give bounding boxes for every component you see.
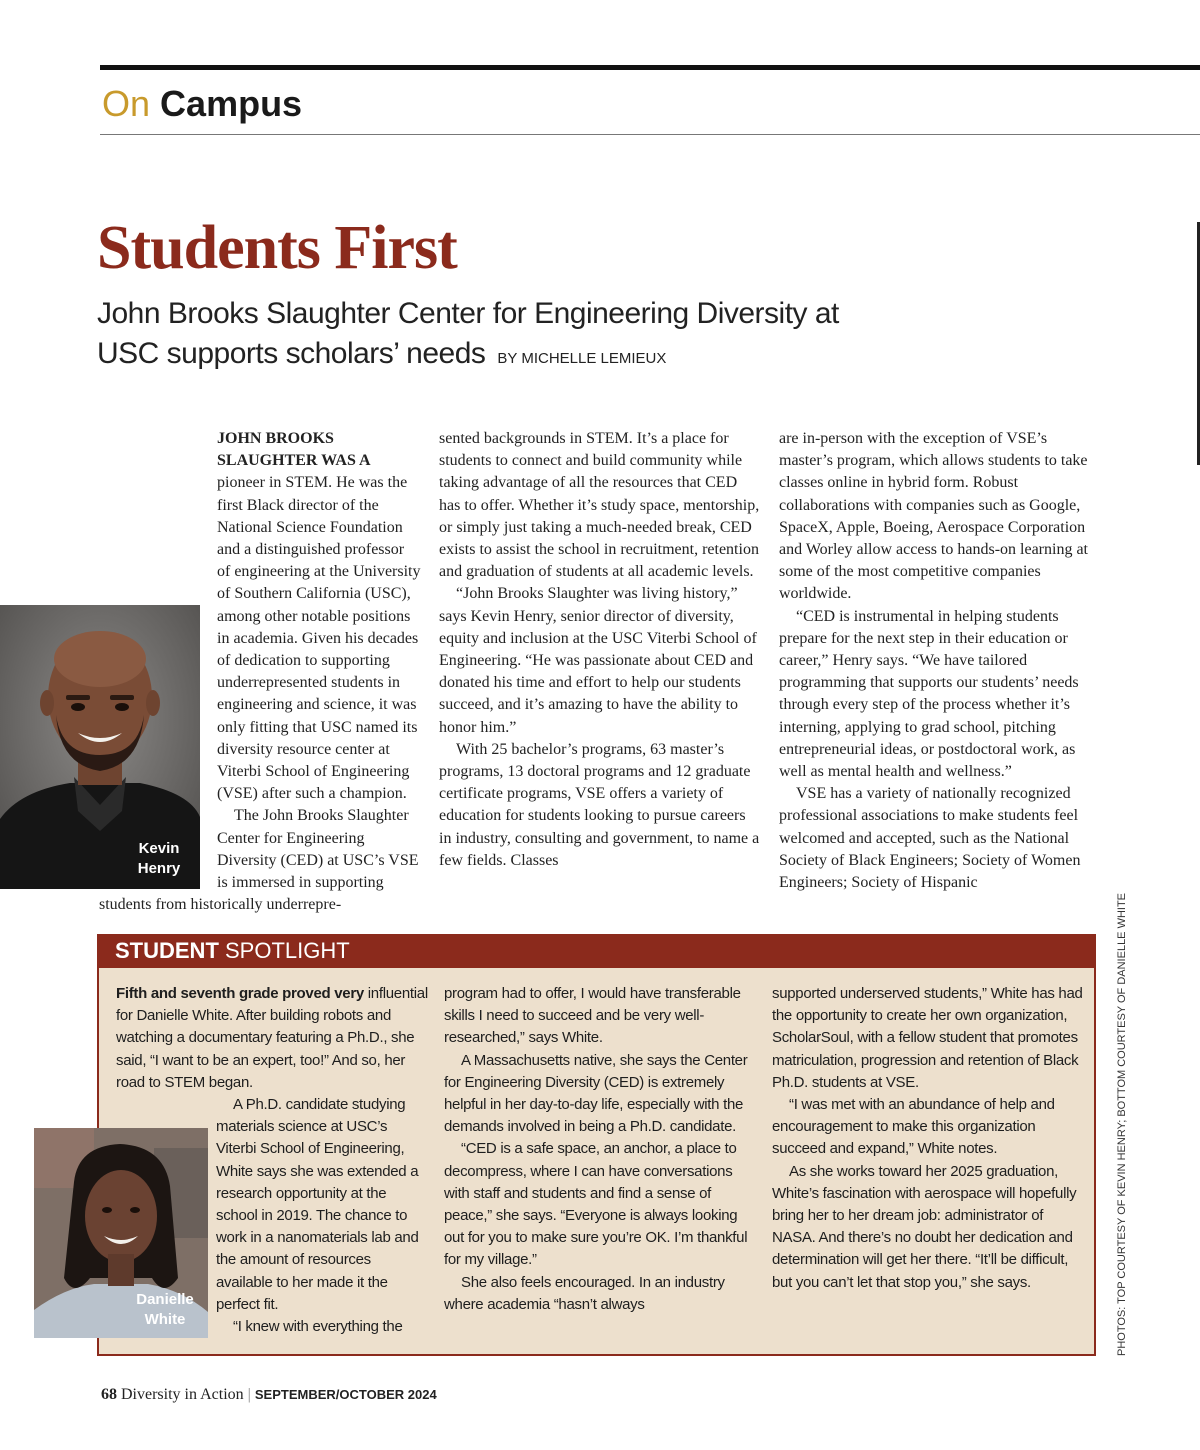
article-column-3 xyxy=(779,428,1101,894)
photo-caption: Danielle White xyxy=(136,1291,194,1328)
article-paragraph: “John Brooks Slaughter was living history,” says Kevin Henry, senior director of diversity, equity and inclusion at the USC Viterbi School of Engineering. “He was passionate about CED and donated his time and effort to help our students succeed, and it’s amazing to have the ability to honor him.” xyxy=(439,585,757,736)
spotlight-paragraph: A Massachusetts native, she says the Center for Engineering Diversity (CED) is extremely helpful in her day-to-day life, especially with the demands involved in being a Ph.D. candidate. xyxy=(444,1051,748,1136)
subtitle-text: John Brooks Slaughter Center for Engineering Diversity at USC supports scholars’ needs xyxy=(97,297,839,370)
spotlight-header-bar xyxy=(97,934,1096,968)
spotlight-paragraph: supported underserved students,” White has had the opportunity to create her own organization, ScholarSoul, with a fellow student that promotes matriculation, progression and retention of Black Ph.D. students at VSE. xyxy=(772,985,1083,1091)
paragraph-text: influential for Danielle White. After building robots and watching a documentary featuring a Ph.D., she said, “I want to be an expert, too!” And so, her road to STEM began. xyxy=(116,985,428,1091)
spotlight-label-strong: STUDENT xyxy=(115,938,219,963)
spotlight-label-rest: SPOTLIGHT xyxy=(218,938,350,963)
section-header xyxy=(102,82,302,126)
spotlight-paragraph: “I knew with everything the xyxy=(233,1318,403,1336)
spotlight-paragraph: As she works toward her 2025 graduation, White’s fascination with aerospace will hopefully bring her to her dream job: administrator of NASA. And there’s no doubt her dedication and determination will get her there. “It’ll be difficult, but you can’t let that stop you,” she says. xyxy=(772,1162,1077,1291)
header-rule xyxy=(100,134,1200,135)
footer-separator: | xyxy=(247,1386,251,1403)
spotlight-paragraph: A Ph.D. candidate studying materials science at USC’s Viterbi School of Engineering, White says she was extended a research opportunity at the school in 2019. The chance to work in a nanomaterials lab and the amount of resources available to her made it the perfect fit. xyxy=(216,1096,419,1313)
article-title: Students First xyxy=(97,214,457,282)
article-paragraph: VSE has a variety of nationally recognized professional associations to make students feel welcomed and accepted, such as the National Society of Black Engineers; Society of Women Engineers; Society of Hispanic xyxy=(779,785,1081,892)
article-subtitle xyxy=(97,294,897,379)
paragraph-text: pioneer in STEM. He was the first Black director of the National Science Foundation and a distinguished professor of engineering at the University of Southern California (USC), among other notable positions in academia. Given his decades of dedication to supporting underrepresented students in engineering and science, it was only fitting that USC named its diversity resource center at Viterbi School of Engineering (VSE) after such a champion. xyxy=(217,474,421,803)
kevin-henry-photo xyxy=(0,605,200,889)
spotlight-column-3 xyxy=(772,983,1084,1294)
spotlight-label xyxy=(115,937,350,965)
section-name: Campus xyxy=(160,83,303,124)
issue-date: SEPTEMBER/OCTOBER 2024 xyxy=(254,1387,437,1402)
spotlight-column-2 xyxy=(444,983,756,1316)
article-paragraph: “CED is instrumental in helping students prepare for the next step in their education or career,” Henry says. “We have tailored programming that supports our students’ needs through every step of the process whether it’s interning, applying to grad school, pitching entrepreneurial ideas, or postdoctoral work, as well as mental health and wellness.” xyxy=(779,607,1079,781)
lead-in: JOHN BROOKS SLAUGHTER WAS A xyxy=(217,430,371,470)
page-footer xyxy=(101,1384,437,1406)
spotlight-paragraph: “CED is a safe space, an anchor, a place to decompress, where I can have conversations with staff and students and find a sense of peace,” she says. “Everyone is always looking out for you to make sure you’re OK. I’m thankful for my village.” xyxy=(444,1140,748,1269)
page-number: 68 xyxy=(101,1386,117,1403)
photo-credit: PHOTOS: TOP COURTESY OF KEVIN HENRY; BOTTOM COURTESY OF DANIELLE WHITE xyxy=(1116,892,1128,1356)
article-paragraph: With 25 bachelor’s programs, 63 master’s programs, 13 doctoral programs and 12 graduate certificate programs, VSE offers a variety of education for students looking to pursue careers in industry, consulting and government, to name a few fields. Classes xyxy=(439,740,760,869)
publication-name: Diversity in Action xyxy=(121,1386,244,1403)
spotlight-lead-in: Fifth and seventh grade proved very xyxy=(116,985,364,1002)
spotlight-paragraph: “I was met with an abundance of help and encouragement to make this organization succeed and expand,” White notes. xyxy=(772,1096,1055,1158)
photo-caption: Kevin Henry xyxy=(137,840,181,877)
byline: BY MICHELLE LEMIEUX xyxy=(497,350,667,367)
spotlight-paragraph xyxy=(116,983,428,1094)
danielle-white-photo xyxy=(34,1128,208,1338)
article-paragraph: sented backgrounds in STEM. It’s a place for students to connect and build community while taking advantage of all the resources that CED has to offer. Whether it’s study space, mentorship, or simply just taking a much-needed break, CED exists to assist the school in recruitment, retention and graduation of students at all academic levels. xyxy=(439,430,760,581)
section-on: On xyxy=(102,83,151,124)
article-paragraph: are in-person with the exception of VSE’s master’s program, which allows students to take classes online in hybrid form. Robust collaborations with companies such as Google, SpaceX, Apple, Boeing, Aerospace Corporation and Worley allow access to hands-on learning at some of the most competitive companies worldwide. xyxy=(779,430,1088,603)
spotlight-paragraph: She also feels encouraged. In an industry where academia “hasn’t always xyxy=(444,1273,725,1313)
article-column-2 xyxy=(439,428,761,872)
top-rule xyxy=(100,65,1200,70)
article-paragraph: The John Brooks Slaughter Center for Engineering Diversity (CED) at USC’s VSE is immersed in supporting students from historically underrepre- xyxy=(99,807,419,914)
spotlight-paragraph: program had to offer, I would have transferable skills I need to succeed and be very well-researched,” says White. xyxy=(444,985,741,1047)
